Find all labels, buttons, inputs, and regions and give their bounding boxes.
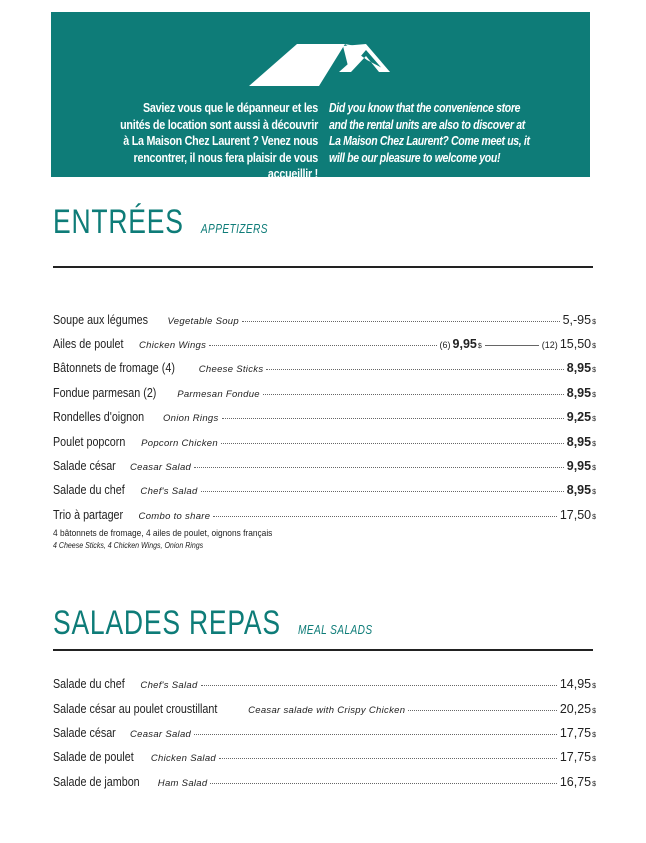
menu-item (53, 410, 596, 428)
divider (53, 266, 593, 268)
item-name-en: Cheese Sticks (198, 364, 264, 375)
currency-sign: $ (592, 392, 596, 399)
item-name-en: Combo to share (138, 511, 211, 522)
item-name-fr: Salade du chef (53, 677, 125, 691)
currency-sign: $ (592, 367, 596, 374)
info-banner (51, 12, 590, 181)
menu-item (53, 313, 596, 331)
menu-item (53, 459, 596, 477)
item-name-en: Chicken Wings (139, 340, 207, 351)
item-price: 17,50 (559, 508, 592, 522)
leader-dots (209, 345, 436, 346)
item-name-fr: Salade césar au poulet croustillant (53, 702, 218, 716)
item-price: 16,75 (559, 775, 592, 789)
leader-dots (266, 369, 563, 370)
item-name-fr: Salade du chef (53, 483, 125, 497)
item-price: 9,95 (452, 337, 477, 351)
item-name-fr: Rondelles d'oignon (53, 410, 145, 424)
item-price: 17,75 (559, 750, 592, 764)
item-price: 9,25 (566, 410, 592, 424)
item-price: 17,75 (559, 726, 592, 740)
leader-dots (242, 321, 560, 322)
leader-dots (194, 734, 557, 735)
currency-sign: $ (592, 441, 596, 448)
leader-dots (263, 394, 564, 395)
item-name-fr: Fondue parmesan (2) (53, 386, 157, 400)
leader-dots (222, 418, 564, 419)
menu-item (53, 386, 596, 404)
menu-item (53, 361, 596, 379)
banner-text-en: Did you know that the convenience store and the rental units are also to discover at La Maison Chez Laurent? Come meet us, it will be our pleasure to welcome you! (329, 101, 530, 165)
currency-sign: $ (477, 343, 482, 350)
item-name-fr: Soupe aux légumes (53, 313, 149, 327)
salades-heading (53, 604, 373, 643)
leader-dots (219, 758, 557, 759)
item-price: 8,95 (566, 361, 592, 375)
house-roof-icon (249, 42, 391, 88)
currency-sign: $ (592, 465, 596, 472)
leader-dots (213, 516, 556, 517)
leader-dots (408, 710, 557, 711)
item-name-fr: Poulet popcorn (53, 435, 126, 449)
menu-item (53, 677, 596, 695)
item-name-en: Popcorn Chicken (141, 438, 218, 449)
item-name-en: Parmesan Fondue (177, 389, 260, 400)
trio-description-en: 4 Cheese Sticks, 4 Chicken Wings, Onion Rings (53, 541, 204, 550)
entrees-heading (53, 203, 268, 242)
currency-sign: $ (592, 514, 596, 521)
item-name-fr: Salade de jambon (53, 775, 140, 789)
currency-sign: $ (592, 319, 596, 326)
menu-item (53, 775, 596, 793)
item-price: 20,25 (559, 702, 592, 716)
leader-dots (201, 491, 564, 492)
leader-line (485, 345, 539, 346)
currency-sign: $ (592, 489, 596, 496)
menu-item (53, 483, 596, 501)
item-price: 5,-95 (562, 313, 592, 327)
leader-dots (221, 443, 564, 444)
menu-item (53, 508, 596, 526)
item-name-en: Ceasar salade with Crispy Chicken (248, 705, 406, 716)
currency-sign: $ (592, 416, 596, 423)
menu-item (53, 750, 596, 768)
item-name-en: Ceasar Salad (129, 729, 192, 740)
leader-dots (201, 685, 557, 686)
menu-item (53, 726, 596, 744)
currency-sign: $ (592, 683, 596, 690)
item-name-en: Chef's Salad (140, 680, 198, 691)
item-quantity: (12) (541, 340, 558, 350)
currency-sign: $ (592, 781, 596, 788)
leader-dots (210, 783, 556, 784)
item-price: 8,95 (566, 386, 592, 400)
item-name-fr: Ailes de poulet (53, 337, 124, 351)
item-name-en: Chicken Salad (150, 753, 217, 764)
item-name-en: Vegetable Soup (167, 316, 239, 327)
menu-item (53, 702, 596, 720)
item-price: 8,95 (566, 435, 592, 449)
item-name-fr: Salade césar (53, 459, 116, 473)
currency-sign: $ (592, 732, 596, 739)
leader-dots (194, 467, 564, 468)
banner-text-fr: Saviez vous que le dépanneur et les unités de location sont aussi à découvrir à La Maison Chez Laurent ? Venez nous rencontrer, il nous fera plaisir de vous accueillir ! (120, 101, 318, 181)
item-price: 14,95 (559, 677, 592, 691)
item-price: 9,95 (566, 459, 592, 473)
item-name-en: Onion Rings (162, 413, 219, 424)
item-name-en: Ham Salad (157, 778, 208, 789)
salades-subtitle: MEAL SALADS (297, 622, 373, 637)
item-name-fr: Salade césar (53, 726, 116, 740)
item-quantity: (6) (439, 340, 451, 350)
menu-item (53, 435, 596, 453)
item-name-fr: Trio à partager (53, 508, 124, 522)
divider (53, 649, 593, 651)
item-name-en: Chef's Salad (140, 486, 198, 497)
item-name-fr: Salade de poulet (53, 750, 134, 764)
item-name-en: Ceasar Salad (129, 462, 192, 473)
currency-sign: $ (592, 708, 596, 715)
salades-title: SALADES REPAS (53, 604, 281, 642)
currency-sign: $ (592, 756, 596, 763)
trio-description-fr: 4 bâtonnets de fromage, 4 ailes de poulet, oignons français (53, 528, 273, 539)
menu-item (53, 337, 596, 355)
item-name-fr: Bâtonnets de fromage (4) (53, 361, 175, 375)
entrees-subtitle: APPETIZERS (200, 221, 268, 236)
entrees-title: ENTRÉES (53, 203, 184, 241)
currency-sign: $ (592, 343, 596, 350)
item-price: 15,50 (559, 337, 592, 351)
item-price: 8,95 (566, 483, 592, 497)
